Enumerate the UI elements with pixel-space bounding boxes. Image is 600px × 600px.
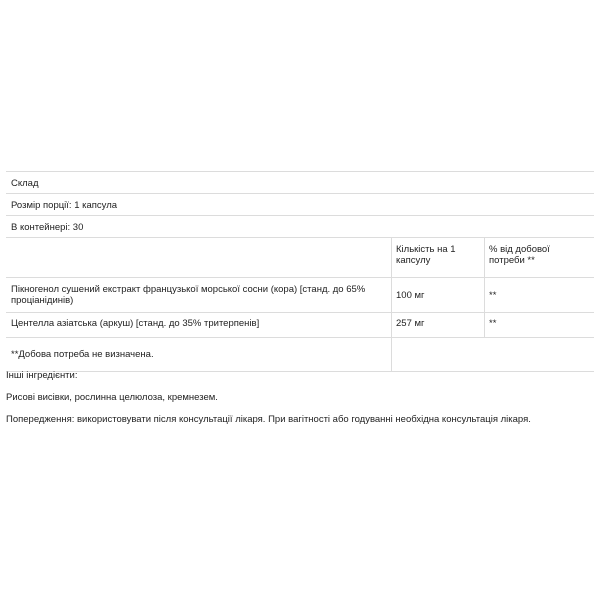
amount-header: Кількість на 1 капсулу [396,244,456,266]
ingredient-name: Центелла азіатська (аркуш) [станд. до 35% тритерпенів] [11,318,260,329]
daily-value-header: % від добової потреби ** [489,244,550,266]
column-divider [391,238,392,277]
facts-title-row [6,172,594,194]
supplement-facts-table [6,171,594,372]
table-row [6,313,594,338]
servings-per-container-row [6,216,594,238]
warning-text: Попередження: використовувати після консультації лікаря. При вагітності або годуванні необхідна консультація лікаря. [6,414,531,425]
ingredient-daily-value: ** [489,318,497,329]
column-divider [484,313,485,337]
other-ingredients-heading: Інші інгредієнти: [6,370,78,381]
footnote-row [6,338,594,372]
table-header-row [6,238,594,278]
table-row [6,278,594,313]
column-divider [484,238,485,277]
column-divider [391,278,392,312]
facts-title: Склад [11,178,39,189]
column-divider [391,313,392,337]
servings-per-container: В контейнері: 30 [11,222,84,233]
other-ingredients-text: Рисові висівки, рослинна целюлоза, кремнезем. [6,392,218,403]
ingredient-name: Пікногенол сушений екстракт французької морської сосни (кора) [станд. до 65% проціанідинів) [11,284,366,306]
ingredient-amount: 257 мг [396,318,425,329]
serving-size-row [6,194,594,216]
footnote: **Добова потреба не визначена. [11,349,154,360]
ingredient-daily-value: ** [489,290,497,301]
column-divider [484,278,485,312]
column-divider [391,338,392,371]
ingredient-amount: 100 мг [396,290,425,301]
serving-size: Розмір порції: 1 капсула [11,200,118,211]
